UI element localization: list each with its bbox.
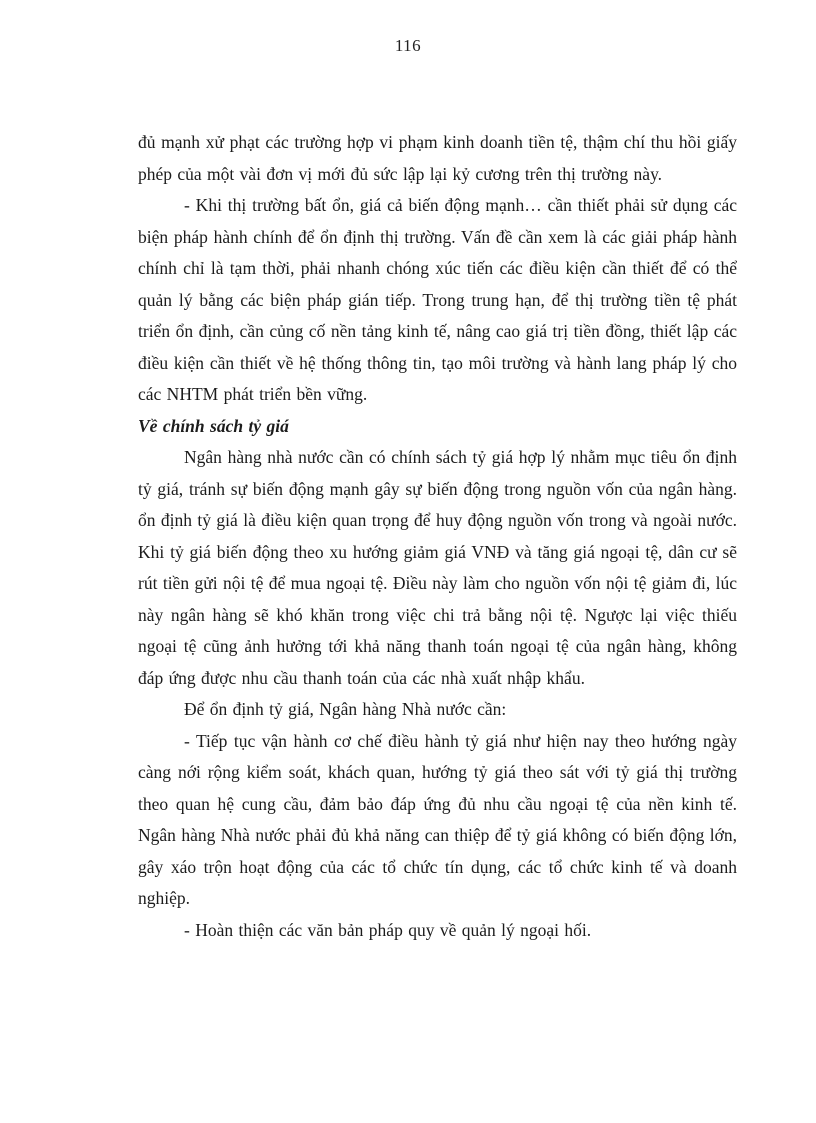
heading-exchange-rate-policy: Về chính sách tỷ giá bbox=[138, 415, 289, 436]
document-body bbox=[138, 127, 737, 946]
paragraph-central-bank-needs: Để ổn định tỷ giá, Ngân hàng Nhà nước cần: bbox=[184, 699, 507, 719]
page-number: 116 bbox=[394, 36, 422, 55]
paragraph-continuation: đủ mạnh xử phạt các trường hợp vi phạm kinh doanh tiền tệ, thậm chí thu hồi giấy phép của một vài đơn vị mới đủ sức lập lại kỷ cương trên thị trường này. bbox=[138, 132, 737, 184]
paragraph-market-instability: - Khi thị trường bất ổn, giá cả biến động mạnh… cần thiết phải sử dụng các biện pháp hành chính để ổn định thị trường. Vấn đề cần xem là các giải pháp hành chính chỉ là tạm thời, phải nhanh chóng xúc tiến các điều kiện cần thiết để có thể quản lý bằng các biện pháp gián tiếp. Trong trung hạn, để thị trường tiền tệ phát triển ổn định, cần củng cố nền tảng kinh tế, nâng cao giá trị tiền đồng, thiết lập các điều kiện cần thiết về hệ thống thông tin, tạo môi trường và hành lang pháp lý cho các NHTM phát triển bền vững. bbox=[138, 195, 737, 404]
paragraph-exchange-rate-stability: Ngân hàng nhà nước cần có chính sách tỷ giá hợp lý nhằm mục tiêu ổn định tỷ giá, tránh sự biến động mạnh gây sự biến động trong nguồn vốn của ngân hàng. ổn định tỷ giá là điều kiện quan trọng để huy động nguồn vốn trong và ngoài nước. Khi tỷ giá biến động theo xu hướng giảm giá VNĐ và tăng giá ngoại tệ, dân cư sẽ rút tiền gửi nội tệ để mua ngoại tệ. Điều này làm cho nguồn vốn nội tệ giảm đi, lúc này ngân hàng sẽ khó khăn trong việc chi trả bằng nội tệ. Ngược lại việc thiếu ngoại tệ cũng ảnh hưởng tới khả năng thanh toán ngoại tệ của ngân hàng, không đáp ứng được nhu cầu thanh toán của các nhà xuất nhập khẩu. bbox=[138, 447, 737, 688]
paragraph-rate-mechanism: - Tiếp tục vận hành cơ chế điều hành tỷ giá như hiện nay theo hướng ngày càng nới rộng kiểm soát, khách quan, hướng tỷ giá theo sát với tỷ giá thị trường theo quan hệ cung cầu, đảm bảo đáp ứng đủ nhu cầu ngoại tệ của nền kinh tế. Ngân hàng Nhà nước phải đủ khả năng can thiệp để tỷ giá không có biến động lớn, gây xáo trộn hoạt động của các tổ chức tín dụng, các tổ chức kinh tế và doanh nghiệp. bbox=[138, 730, 737, 908]
paragraph-legal-documents: - Hoàn thiện các văn bản pháp quy về quản lý ngoại hối. bbox=[184, 919, 592, 940]
